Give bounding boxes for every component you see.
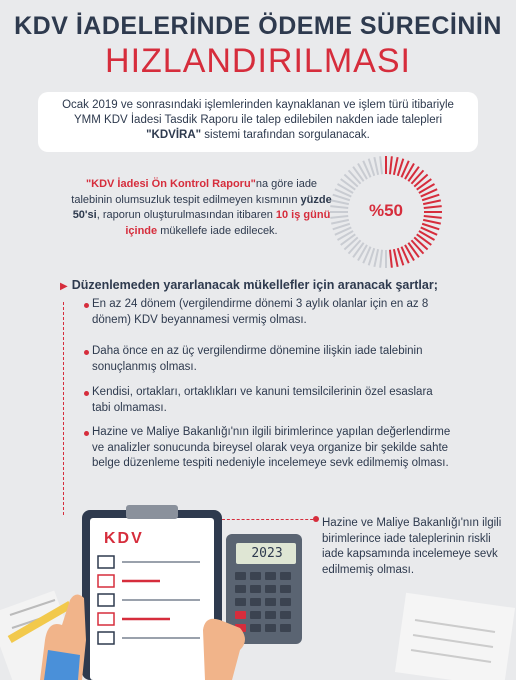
- gauge-tick: [394, 249, 398, 267]
- gauge-tick: [380, 156, 382, 174]
- bullet-dot-icon: [84, 303, 89, 308]
- gauge-tick: [374, 157, 378, 175]
- gauge-tick: [349, 240, 361, 253]
- bullet-dot-icon: [313, 516, 319, 522]
- conditions-header: [60, 278, 480, 292]
- illustration: [0, 480, 516, 680]
- report-text: [64, 177, 339, 239]
- gauge-tick: [380, 250, 382, 268]
- gauge-tick: [414, 237, 427, 249]
- gauge-label: %50: [368, 201, 404, 220]
- gauge-tick: [390, 250, 392, 268]
- gauge-tick: [349, 170, 361, 183]
- clipboard-icon: [82, 505, 222, 680]
- report-pct: yüzde 50'si: [72, 193, 332, 221]
- bullet-dot-icon: [84, 350, 89, 355]
- bullet-dot-icon: [84, 431, 89, 436]
- gauge-tick: [374, 249, 378, 267]
- gauge-tick: [344, 237, 357, 249]
- conditions-header-text: Düzenlemeden yararlanacak mükellefler için aranacak şartlar;: [71, 278, 438, 292]
- page-subtitle: HIZLANDIRILMASI: [105, 42, 411, 80]
- report-days: 10 iş günü içinde: [125, 209, 331, 237]
- gauge-tick: [414, 175, 427, 187]
- page-title: KDV İADELERİNDE ÖDEME SÜRECİNİN: [14, 12, 502, 40]
- condition-item-4: Hazine ve Maliye Bakanlığı'nın ilgili birimlerince yapılan değerlendirme ve analizler sonucunda bireysel olarak veya organize bir şekilde sahte belge düzenleme tespiti nedeniyle incelemeye sevk edilmemiş olması.: [92, 426, 451, 469]
- gauge-tick: [394, 157, 398, 175]
- condition-item-5: Hazine ve Maliye Bakanlığı'nın ilgili birimlerince iade taleplerinin riskli iade kapsamında incelemeye sevk edilmemiş olması.: [322, 517, 502, 576]
- intro-text-before: Ocak 2019 ve sonrasındaki işlemlerinden kaynaklanan ve işlem türü itibariyle YMM KDV İadesi Tasdik Raporu ile talep edilebilen nakden iade talepleri: [62, 99, 454, 126]
- report-text3: mükellefe iade edilecek.: [157, 224, 278, 237]
- gauge-tick: [411, 240, 423, 253]
- bullet-dot-icon: [84, 391, 89, 396]
- intro-box: [38, 92, 478, 152]
- condition-item-3: Kendisi, ortakları, ortaklıkları ve kanuni temsilcilerinin özel esaslara tabi olmaması.: [92, 386, 433, 414]
- clipboard-label: KDV: [104, 530, 144, 547]
- report-title: "KDV İadesi Ön Kontrol Raporu": [85, 178, 256, 190]
- gauge-tick: [344, 175, 357, 187]
- condition-item-2: Daha önce en az üç vergilendirme dönemine ilişkin iade talebinin sonuçlanmış olması.: [92, 345, 423, 373]
- report-text1: na göre iade talebinin olumsuzluk tespit edilmeyen kısmının: [71, 178, 318, 206]
- arrow-right-icon: ▶: [60, 281, 68, 292]
- hand-icon: [203, 619, 245, 680]
- connector-line: [222, 519, 318, 520]
- intro-highlight: "KDVİRA": [146, 129, 202, 141]
- intro-text-after: sistemi tarafından sorgulanacak.: [201, 129, 370, 141]
- gauge-tick: [411, 170, 423, 183]
- gauge-tick: [390, 156, 392, 174]
- calculator-display: 2023: [251, 546, 283, 561]
- report-text2: , raporun oluşturulmasından itibaren: [96, 209, 276, 221]
- condition-item-1: En az 24 dönem (vergilendirme dönemi 3 aylık olanlar için en az 8 dönem) KDV beyannamesi vermiş olması.: [92, 298, 429, 326]
- paper-icon: [395, 593, 515, 680]
